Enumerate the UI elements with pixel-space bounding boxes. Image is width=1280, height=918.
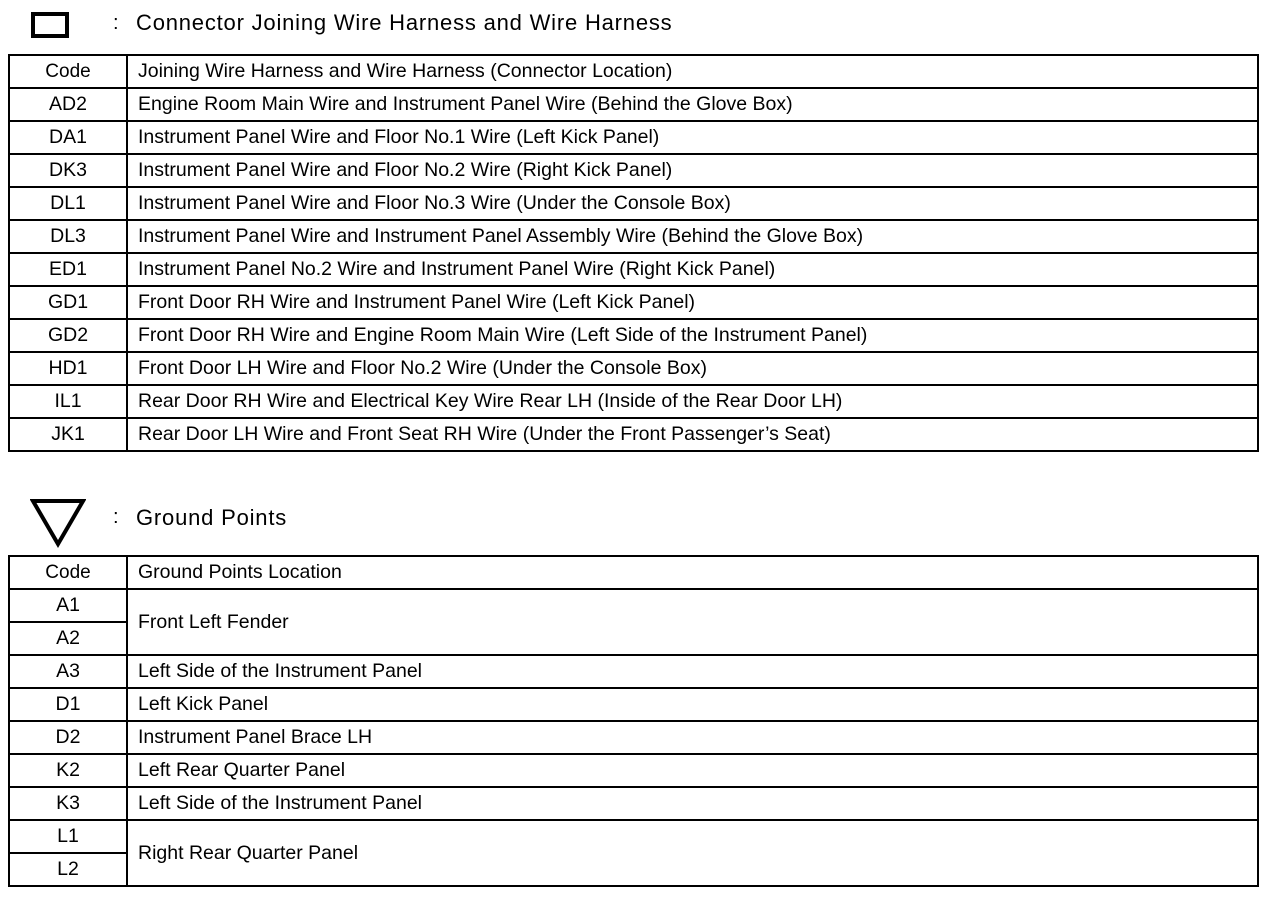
connector-code: HD1: [9, 352, 127, 385]
table-row: [9, 385, 1258, 418]
table-row: [9, 787, 1258, 820]
ground-code: K2: [9, 754, 127, 787]
connector-code: DL3: [9, 220, 127, 253]
table-row: [9, 589, 1258, 622]
connector-code: JK1: [9, 418, 127, 451]
table-row: [9, 187, 1258, 220]
table-row: [9, 820, 1258, 853]
code-column-header: Code: [9, 556, 127, 589]
ground-code: L1: [9, 820, 127, 853]
connector-location: Instrument Panel Wire and Floor No.3 Wire (Under the Console Box): [127, 187, 1258, 220]
connector-location: Instrument Panel No.2 Wire and Instrument Panel Wire (Right Kick Panel): [127, 253, 1258, 286]
grounds-section-title: Ground Points: [136, 505, 288, 530]
connector-code: ED1: [9, 253, 127, 286]
connector-location: Front Door RH Wire and Engine Room Main Wire (Left Side of the Instrument Panel): [127, 319, 1258, 352]
table-row: [9, 121, 1258, 154]
connector-code: DK3: [9, 154, 127, 187]
ground-code: D2: [9, 721, 127, 754]
table-row: [9, 319, 1258, 352]
table-header-row: [9, 55, 1258, 88]
ground-code: D1: [9, 688, 127, 721]
ground-location: Instrument Panel Brace LH: [127, 721, 1258, 754]
location-column-header: Ground Points Location: [127, 556, 1258, 589]
table-row: [9, 220, 1258, 253]
connector-table: [8, 54, 1259, 452]
table-row: [9, 655, 1258, 688]
table-row: [9, 418, 1258, 451]
inverted-triangle-icon: [30, 498, 86, 548]
ground-location: Right Rear Quarter Panel: [127, 820, 1258, 886]
connector-code: GD1: [9, 286, 127, 319]
connector-location: Rear Door RH Wire and Electrical Key Wire Rear LH (Inside of the Rear Door LH): [127, 385, 1258, 418]
table-row: [9, 721, 1258, 754]
connector-location: Front Door LH Wire and Floor No.2 Wire (Under the Console Box): [127, 352, 1258, 385]
connector-location: Instrument Panel Wire and Floor No.1 Wire (Left Kick Panel): [127, 121, 1258, 154]
location-column-header: Joining Wire Harness and Wire Harness (Connector Location): [127, 55, 1258, 88]
connector-code: AD2: [9, 88, 127, 121]
table-row: [9, 352, 1258, 385]
table-row: [9, 253, 1258, 286]
connector-location: Instrument Panel Wire and Instrument Panel Assembly Wire (Behind the Glove Box): [127, 220, 1258, 253]
connector-code: IL1: [9, 385, 127, 418]
ground-location: Left Kick Panel: [127, 688, 1258, 721]
ground-location: Left Side of the Instrument Panel: [127, 655, 1258, 688]
connector-location: Rear Door LH Wire and Front Seat RH Wire (Under the Front Passenger’s Seat): [127, 418, 1258, 451]
grounds-colon: :: [113, 506, 119, 528]
ground-location: Left Rear Quarter Panel: [127, 754, 1258, 787]
connectors-section-title: Connector Joining Wire Harness and Wire Harness: [136, 10, 673, 35]
ground-code: A3: [9, 655, 127, 688]
table-row: [9, 754, 1258, 787]
table-header-row: [9, 556, 1258, 589]
ground-location: Front Left Fender: [127, 589, 1258, 655]
connector-location: Front Door RH Wire and Instrument Panel Wire (Left Kick Panel): [127, 286, 1258, 319]
ground-code: A1: [9, 589, 127, 622]
ground-points-table: [8, 555, 1259, 887]
connector-code: DL1: [9, 187, 127, 220]
table-row: [9, 688, 1258, 721]
ground-code: L2: [9, 853, 127, 886]
table-row: [9, 154, 1258, 187]
connector-location: Instrument Panel Wire and Floor No.2 Wire (Right Kick Panel): [127, 154, 1258, 187]
connectors-colon: :: [113, 12, 119, 34]
connector-location: Engine Room Main Wire and Instrument Panel Wire (Behind the Glove Box): [127, 88, 1258, 121]
ground-location: Left Side of the Instrument Panel: [127, 787, 1258, 820]
table-row: [9, 286, 1258, 319]
ground-code: K3: [9, 787, 127, 820]
square-outline-icon: [31, 12, 69, 38]
ground-code: A2: [9, 622, 127, 655]
code-column-header: Code: [9, 55, 127, 88]
table-row: [9, 88, 1258, 121]
connector-code: GD2: [9, 319, 127, 352]
connector-code: DA1: [9, 121, 127, 154]
